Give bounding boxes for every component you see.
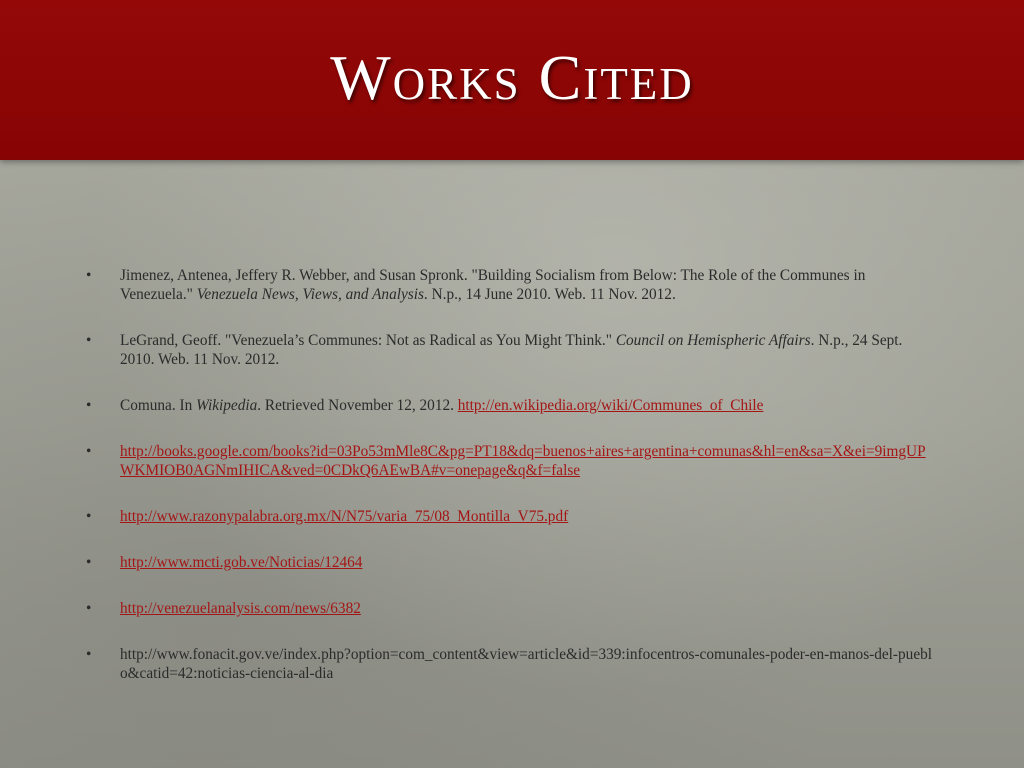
reference-link[interactable]: http://venezuelanalysis.com/news/6382 [120,600,361,617]
works-cited-list [86,266,936,710]
reference-item [86,599,936,618]
reference-text: . N.p., 24 Sept. 2010. Web. 11 Nov. 2012. [120,332,903,368]
reference-item [86,442,936,480]
reference-url-text: http://www.fonacit.gov.ve/index.php?option=com_content&view=article&id=339:infocentros-comunales-poder-en-manos-del-pueblo&catid=42:noticias-ciencia-al-dia [120,646,933,682]
bullet-icon: • [86,397,92,414]
reference-source-title: Venezuela News, Views, and Analysis [196,286,424,303]
reference-source-title: Council on Hemispheric Affairs [615,332,811,349]
reference-item [86,396,936,415]
bullet-icon: • [86,554,92,571]
title-band [0,0,1024,160]
reference-text: LeGrand, Geoff. "Venezuela’s Communes: Not as Radical as You Might Think." [120,332,616,349]
slide-title: Works Cited [330,42,694,113]
reference-link[interactable]: http://www.mcti.gob.ve/Noticias/12464 [120,554,363,571]
bullet-icon: • [86,332,92,349]
reference-text: Jimenez, Antenea, Jeffery R. Webber, and Susan Spronk. "Building Socialism from Below: The Role of the Communes in Venezuela." [120,267,866,303]
reference-source-title: Wikipedia [196,397,258,414]
reference-text: . Retrieved November 12, 2012. [257,397,458,414]
bullet-icon: • [86,267,92,284]
reference-item [86,507,936,526]
reference-text: . N.p., 14 June 2010. Web. 11 Nov. 2012. [423,286,676,303]
bullet-icon: • [86,443,92,460]
bullet-icon: • [86,600,92,617]
reference-text: Comuna. In [120,397,197,414]
reference-link[interactable]: http://www.razonypalabra.org.mx/N/N75/varia_75/08_Montilla_V75.pdf [120,508,569,525]
reference-item [86,645,936,683]
reference-item [86,553,936,572]
reference-link[interactable]: http://en.wikipedia.org/wiki/Communes_of_Chile [457,397,764,414]
reference-item [86,266,936,304]
bullet-icon: • [86,508,92,525]
bullet-icon: • [86,646,92,663]
reference-link[interactable]: http://books.google.com/books?id=03Po53mMle8C&pg=PT18&dq=buenos+aires+argentina+comunas&hl=en&sa=X&ei=9imgUPWKMIOB0AGNmIHICA&ved=0CDkQ6AEwBA#v=onepage&q&f=false [120,443,926,479]
reference-item [86,331,936,369]
